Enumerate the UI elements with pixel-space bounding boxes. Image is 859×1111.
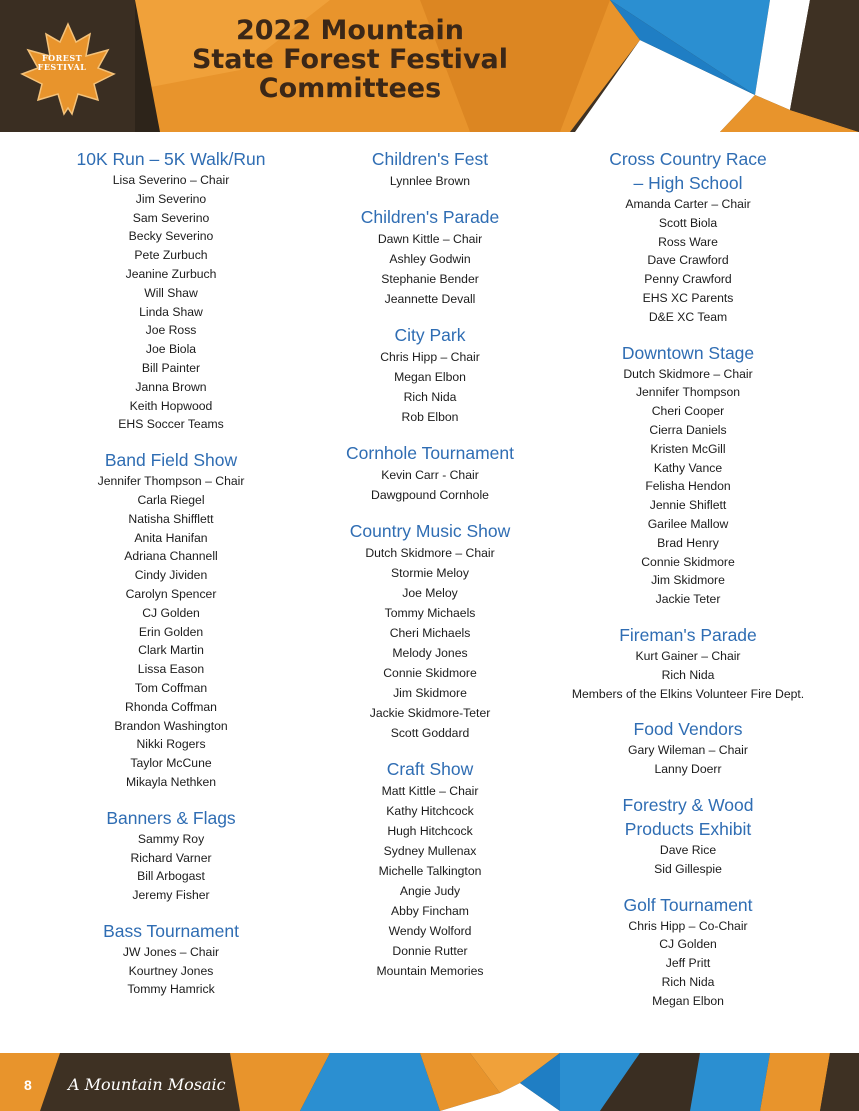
committee-member: Lynnlee Brown [389, 174, 471, 188]
committee-member: Will Shaw [144, 285, 198, 300]
committee-title: Fireman's Parade [619, 624, 757, 645]
logo-text-line1: FOREST [41, 53, 83, 63]
committee-member: Connie Skidmore [641, 554, 735, 569]
committee-member: Natisha Shifflett [128, 511, 214, 526]
committee-member: Scott Biola [658, 215, 718, 230]
forest-festival-logo [18, 22, 118, 122]
committee-member: Cheri Cooper [651, 404, 725, 419]
committee-section [306, 441, 554, 505]
committee-member: Ross Ware [658, 234, 718, 249]
committee-member: Adriana Channell [124, 549, 218, 564]
committee-member: Dave Rice [659, 842, 717, 857]
committee-section [48, 448, 294, 792]
committee-member: Bill Arbogast [137, 869, 205, 884]
committee-member: Sammy Roy [137, 831, 205, 846]
committee-member: Hugh Hitchcock [387, 824, 473, 838]
committee-member: Jim Skidmore [393, 686, 467, 700]
page-title-line3: Committees [258, 73, 442, 104]
page-title-line2: State Forest Festival [191, 44, 509, 75]
committee-member: Jackie Skidmore-Teter [369, 706, 491, 720]
committee-member: Janna Brown [135, 379, 207, 394]
committee-member: Dutch Skidmore – Chair [623, 366, 753, 381]
committee-member: Rich Nida [661, 667, 715, 682]
page-number: 8 [24, 1077, 32, 1093]
committee-member: D&E XC Team [648, 309, 728, 324]
committee-member: EHS XC Parents [642, 290, 734, 305]
committee-member: Rob Elbon [401, 410, 459, 424]
committee-member: Kristen McGill [650, 441, 726, 456]
committee-member: Stephanie Bender [381, 272, 479, 286]
committee-member: Rich Nida [403, 390, 457, 404]
committee-member: Amanda Carter – Chair [625, 197, 751, 211]
committee-member: Kourtney Jones [128, 963, 214, 978]
committee-member: Rich Nida [661, 974, 715, 989]
committee-member: Jennifer Thompson [635, 385, 741, 400]
committee-member: Melody Jones [392, 646, 468, 660]
committee-title: Food Vendors [633, 719, 743, 740]
committee-section [48, 806, 294, 905]
committee-member: Jeremy Fisher [132, 888, 210, 903]
committee-column-3 [562, 147, 814, 1025]
committee-title: Children's Parade [360, 207, 500, 227]
committee-member: Jeff Pritt [665, 956, 711, 971]
committee-member: Lissa Eason [137, 662, 205, 677]
committee-member: Cindy Jividen [134, 568, 208, 583]
committee-member: Members of the Elkins Volunteer Fire Dept. [571, 686, 805, 701]
committee-member: Rhonda Coffman [125, 699, 217, 714]
logo-text-line2: FESTIVAL [37, 62, 87, 72]
committee-title: Forestry & Wood [622, 794, 754, 815]
committee-title: Children's Fest [371, 149, 489, 169]
committee-member: Anita Hanifan [134, 530, 208, 545]
committee-member: Felisha Hendon [645, 479, 731, 494]
committee-member: Lisa Severino – Chair [112, 173, 230, 187]
committee-member: Stormie Meloy [391, 566, 469, 580]
committee-section [306, 323, 554, 427]
committee-member: Dutch Skidmore – Chair [365, 546, 495, 560]
committee-member: Clark Martin [138, 643, 204, 658]
committee-section [562, 717, 814, 779]
committee-member: Erin Golden [138, 624, 204, 639]
committee-member: Megan Elbon [394, 370, 466, 384]
committee-member: Becky Severino [128, 229, 214, 244]
committee-member: Wendy Wolford [388, 924, 472, 938]
committee-title: Bass Tournament [103, 920, 239, 941]
committee-member: Keith Hopwood [129, 398, 213, 413]
committee-member: Mikayla Nethken [125, 774, 217, 789]
committee-title: City Park [394, 325, 466, 345]
committee-member: Joe Meloy [402, 586, 458, 600]
committee-member: Tommy Hamrick [127, 982, 215, 997]
committee-title: Cornhole Tournament [346, 443, 514, 463]
committee-member: EHS Soccer Teams [118, 417, 224, 432]
committee-title: Downtown Stage [621, 342, 755, 363]
page-title-line1: 2022 Mountain [235, 15, 464, 46]
committee-member: Jeanine Zurbuch [125, 266, 217, 281]
committee-section [562, 341, 814, 609]
committee-member: Abby Fincham [391, 904, 469, 918]
committee-member: Sam Severino [132, 210, 210, 225]
committee-member: Jim Skidmore [651, 573, 725, 588]
committee-member: Tom Coffman [134, 680, 208, 695]
committee-section [306, 757, 554, 981]
committee-member: Kurt Gainer – Chair [635, 648, 741, 663]
committee-member: Cierra Daniels [649, 422, 727, 437]
committee-member: Nikki Rogers [136, 737, 206, 752]
page-title [150, 16, 550, 103]
committee-member: Bill Painter [141, 360, 201, 375]
committee-member: Angie Judy [399, 884, 461, 898]
maple-leaf-icon [18, 22, 118, 122]
committee-section [562, 623, 814, 703]
committee-section [306, 519, 554, 743]
committee-member: Richard Varner [130, 850, 212, 865]
committee-section [562, 893, 814, 1011]
committee-member: CJ Golden [659, 937, 717, 952]
committee-section [48, 147, 294, 434]
committee-member: Megan Elbon [652, 993, 724, 1008]
committee-member: Ashley Godwin [389, 252, 471, 266]
committee-member: Lanny Doerr [654, 762, 722, 777]
committee-member: Joe Biola [145, 342, 197, 357]
committee-member: Taylor McCune [130, 756, 212, 771]
committee-member: Carla Riegel [137, 492, 205, 507]
header-banner [0, 0, 859, 132]
committee-member: Sydney Mullenax [383, 844, 477, 858]
committee-member: Jeannette Devall [384, 292, 476, 306]
committee-member: Chris Hipp – Chair [380, 350, 480, 364]
committee-member: Penny Crawford [644, 272, 732, 287]
committee-member: Jim Severino [135, 191, 207, 206]
committee-member: Matt Kittle – Chair [381, 784, 479, 798]
committee-section [562, 793, 814, 879]
committee-member: Carolyn Spencer [125, 586, 217, 601]
committee-column-2 [306, 147, 554, 995]
committee-member: Brandon Washington [114, 718, 228, 733]
committee-member: Garilee Mallow [647, 516, 729, 531]
committee-member: JW Jones – Chair [122, 944, 220, 959]
committee-member: Scott Goddard [390, 726, 470, 740]
logo-text [34, 54, 90, 72]
committee-member: Jennie Shiflett [649, 498, 727, 513]
committee-member: Tommy Michaels [384, 606, 476, 620]
committee-member: Brad Henry [657, 535, 719, 550]
committee-title: Band Field Show [104, 450, 238, 471]
committee-member: Connie Skidmore [383, 666, 477, 680]
committee-member: Dave Crawford [647, 253, 729, 268]
committee-title: Country Music Show [349, 521, 511, 541]
committee-title: Craft Show [386, 759, 474, 779]
committee-member: CJ Golden [142, 605, 200, 620]
committee-member: Kathy Hitchcock [386, 804, 474, 818]
committee-member: Mountain Memories [376, 964, 484, 978]
committee-title: 10K Run – 5K Walk/Run [76, 149, 266, 169]
committee-member: Sid Gillespie [654, 861, 722, 876]
committee-member: Kevin Carr - Chair [381, 468, 479, 482]
committee-title: Products Exhibit [624, 818, 752, 839]
committee-member: Linda Shaw [139, 304, 203, 319]
committee-member: Joe Ross [145, 323, 197, 338]
committee-section [48, 919, 294, 999]
committee-title: Cross Country Race [609, 149, 767, 169]
committee-title: – High School [633, 173, 743, 193]
committee-title: Golf Tournament [623, 894, 753, 915]
committee-member: Pete Zurbuch [134, 248, 208, 263]
committee-member: Dawn Kittle – Chair [377, 232, 483, 246]
committee-section [306, 205, 554, 309]
committee-title: Banners & Flags [106, 807, 236, 828]
committee-member: Dawgpound Cornhole [371, 488, 489, 502]
footer-tagline: A Mountain Mosaic [68, 1075, 226, 1094]
committee-member: Jackie Teter [655, 592, 721, 607]
committee-member: Gary Wileman – Chair [628, 743, 748, 758]
committee-member: Chris Hipp – Co-Chair [628, 918, 748, 933]
committee-section [306, 147, 554, 191]
committee-member: Donnie Rutter [392, 944, 468, 958]
committee-member: Cheri Michaels [389, 626, 471, 640]
committee-member: Kathy Vance [653, 460, 723, 475]
committee-member: Michelle Talkington [378, 864, 482, 878]
committee-column-1 [48, 147, 294, 1013]
committee-section [562, 147, 814, 327]
committee-member: Jennifer Thompson – Chair [97, 474, 245, 489]
